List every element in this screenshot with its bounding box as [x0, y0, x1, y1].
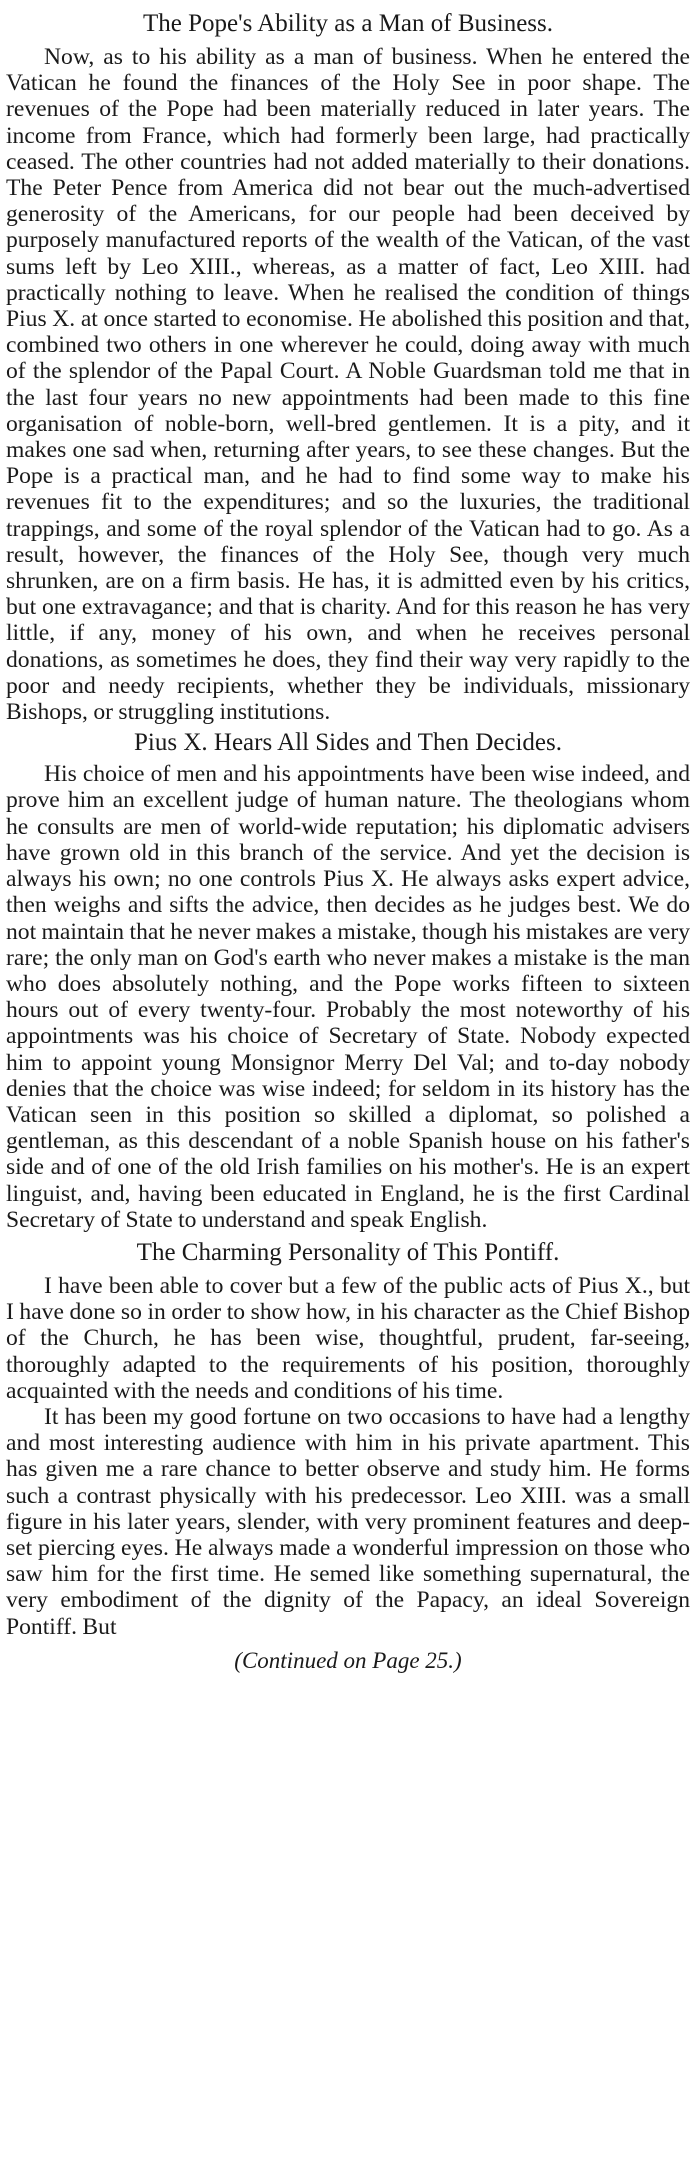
paragraph-decides: His choice of men and his appointments have been wise indeed, and prove him an excellent judge of human nature. The theologians whom he consults are men of world-wide reputation; his diplomatic advisers have grown old in this branch of the service. And yet the decision is always his own; no one controls Pius X. He always asks expert advice, then weighs and sifts the advice, then decides as he judges best. We do not maintain that he never makes a mistake, though his mistakes are very rare; the only man on God's earth who never makes a mistake is the man who does absolutely nothing, and the Pope works fifteen to sixteen hours out of every twenty-four. Probably the most noteworthy of his appointments was his choice of Secretary of State. Nobody expected him to appoint young Monsignor Merry Del Val; and to-day nobody denies that the choice was wise indeed; for seldom in its history has the Vatican seen in this position so skilled a diplomat, so polished a gentleman, as this descendant of a noble Spanish house on his father's side and of one of the old Irish families on his mother's. He is an expert linguist, and, having been educated in England, he is the first Cardinal Secretary of State to understand and speak English. — [6, 761, 690, 1233]
paragraph-business: Now, as to his ability as a man of business. When he entered the Vatican he found the finances of the Holy See in poor shape. The revenues of the Pope had been materially reduced in later years. The income from France, which had formerly been large, had practically ceased. The other countries had not added materially to their donations. The Peter Pence from America did not bear out the much-advertised generosity of the Americans, for our people had been deceived by purposely manufactured reports of the wealth of the Vatican, of the vast sums left by Leo XIII., whereas, as a matter of fact, Leo XIII. had practically nothing to leave. When he realised the condition of things Pius X. at once started to economise. He abolished this position and that, combined two others in one wherever he could, doing away with much of the splendor of the Papal Court. A Noble Guardsman told me that in the last four years no new appointments had been made to this fine organisation of noble-born, well-bred gentlemen. It is a pity, and it makes one sad when, returning after years, to see these changes. But the Pope is a practical man, and he had to find some way to make his revenues fit to the expenditures; and so the luxuries, the traditional trappings, and some of the royal splendor of the Vatican had to go. As a result, however, the finances of the Holy See, though very much shrunken, are on a firm basis. He has, it is admitted even by his critics, but one extravagance; and that is charity. And for this reason he has very little, if any, money of his own, and when he receives personal donations, as sometimes he does, they find their way very rapidly to the poor and needy recipients, whether they be individuals, missionary Bishops, or struggling institutions. — [6, 44, 690, 726]
section-heading-decides: Pius X. Hears All Sides and Then Decides. — [134, 729, 562, 757]
section-heading-personality: The Charming Personality of This Pontiff. — [136, 1238, 560, 1266]
paragraph-personality-1: I have been able to cover but a few of the public acts of Pius X., but I have done so in order to show how, in his character as the Chief Bishop of the Church, he has been wise, thoughtful, prudent, far-seeing, thoroughly adapted to the requirements of his position, thoroughly acquainted with the needs and conditions of his time. — [6, 1272, 690, 1404]
page-column — [6, 0, 690, 1676]
continued-footer: (Continued on Page 25.) — [234, 1647, 462, 1673]
paragraph-personality-2: It has been my good fortune on two occasions to have had a lengthy and most interesting audience with him in his private apartment. This has given me a rare chance to better observe and study him. He forms such a contrast physically with his predecessor. Leo XIII. was a small figure in his later years, slender, with very prominent features and deep-set piercing eyes. He always made a wonderful impression on those who saw him for the first time. He semed like something supernatural, the very embodiment of the dignity of the Papacy, an ideal Sovereign Pontiff. But — [6, 1403, 690, 1640]
section-heading-business: The Pope's Ability as a Man of Business. — [142, 10, 554, 37]
